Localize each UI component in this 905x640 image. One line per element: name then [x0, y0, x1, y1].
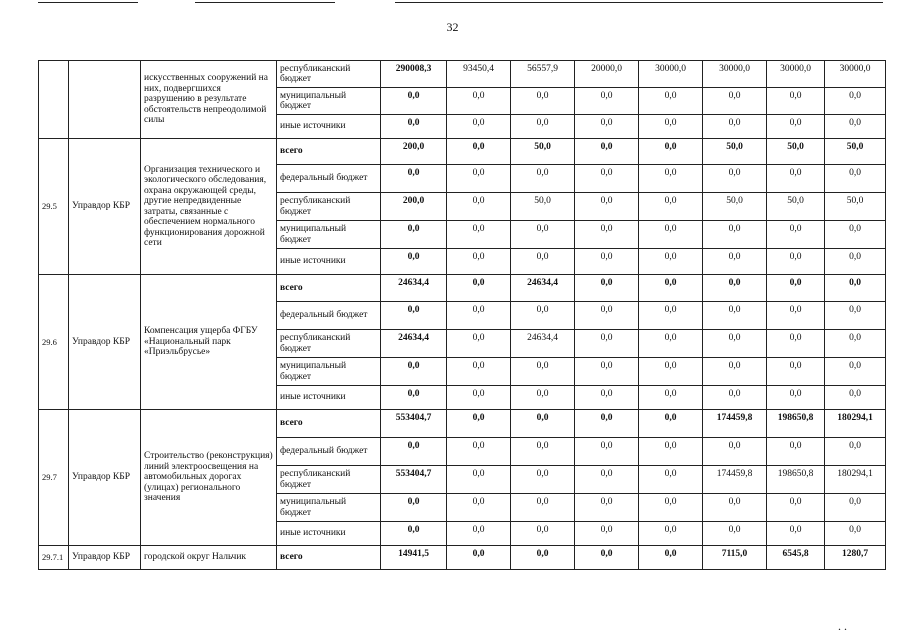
value-cell: 0,0 — [703, 115, 767, 139]
value-cell: 0,0 — [575, 249, 639, 275]
value-cell: 0,0 — [511, 88, 575, 115]
value-cell: 0,0 — [575, 330, 639, 358]
row-number: 29.6 — [39, 275, 69, 410]
value-cell: 0,0 — [447, 139, 511, 165]
value-cell: 0,0 — [703, 438, 767, 466]
table-row — [39, 410, 886, 438]
value-cell: 0,0 — [447, 88, 511, 115]
source-cell: муниципальный бюджет — [277, 88, 381, 115]
source-cell: федеральный бюджет — [277, 302, 381, 330]
value-cell: 0,0 — [703, 249, 767, 275]
value-cell: 93450,4 — [447, 61, 511, 88]
value-cell: 50,0 — [825, 193, 886, 221]
value-cell: 0,0 — [511, 522, 575, 546]
value-cell: 0,0 — [575, 115, 639, 139]
value-cell: 0,0 — [381, 438, 447, 466]
value-cell: 6545,8 — [767, 546, 825, 570]
executor-cell: Управдор КБР — [69, 139, 141, 275]
value-cell: 0,0 — [703, 275, 767, 302]
value-cell: 200,0 — [381, 139, 447, 165]
value-cell: 0,0 — [575, 88, 639, 115]
source-cell: республиканский бюджет — [277, 330, 381, 358]
description-cell: Компенсация ущерба ФГБУ «Национальный парк «Приэльбрусье» — [141, 275, 277, 410]
value-cell: 0,0 — [639, 221, 703, 249]
value-cell: 0,0 — [447, 193, 511, 221]
page-number: 32 — [446, 20, 459, 34]
value-cell: 0,0 — [381, 221, 447, 249]
value-cell: 0,0 — [767, 386, 825, 410]
value-cell: 553404,7 — [381, 466, 447, 494]
source-cell: муниципальный бюджет — [277, 358, 381, 386]
value-cell: 0,0 — [825, 358, 886, 386]
description-cell: Организация технического и экологического обследования, охрана окружающей среды, другие непредвиденные затраты, связанные с обеспечением нормального функционирования дорожной сети — [141, 139, 277, 275]
value-cell: 0,0 — [639, 494, 703, 522]
source-cell: республиканский бюджет — [277, 193, 381, 221]
executor-cell: Управдор КБР — [69, 275, 141, 410]
value-cell: 0,0 — [381, 88, 447, 115]
value-cell: 0,0 — [703, 522, 767, 546]
value-cell: 0,0 — [511, 410, 575, 438]
value-cell: 0,0 — [703, 302, 767, 330]
table-row — [39, 139, 886, 165]
value-cell: 50,0 — [703, 193, 767, 221]
source-cell: федеральный бюджет — [277, 165, 381, 193]
value-cell: 20000,0 — [575, 61, 639, 88]
value-cell: 0,0 — [639, 139, 703, 165]
value-cell: 30000,0 — [703, 61, 767, 88]
value-cell: 0,0 — [639, 438, 703, 466]
value-cell: 24634,4 — [381, 275, 447, 302]
value-cell: 0,0 — [447, 302, 511, 330]
value-cell: 0,0 — [447, 466, 511, 494]
value-cell: 0,0 — [703, 494, 767, 522]
value-cell: 198650,8 — [767, 466, 825, 494]
value-cell: 0,0 — [639, 165, 703, 193]
value-cell: 180294,1 — [825, 466, 886, 494]
value-cell: 0,0 — [767, 302, 825, 330]
value-cell: 0,0 — [639, 249, 703, 275]
value-cell: 0,0 — [575, 386, 639, 410]
source-cell: иные источники — [277, 522, 381, 546]
value-cell: 0,0 — [639, 302, 703, 330]
value-cell: 0,0 — [447, 249, 511, 275]
table-row — [39, 546, 886, 570]
value-cell: 200,0 — [381, 193, 447, 221]
table-row — [39, 275, 886, 302]
value-cell: 30000,0 — [767, 61, 825, 88]
value-cell: 0,0 — [511, 115, 575, 139]
value-cell: 0,0 — [703, 358, 767, 386]
source-cell: всего — [277, 410, 381, 438]
value-cell: 0,0 — [447, 165, 511, 193]
value-cell: 0,0 — [825, 438, 886, 466]
value-cell: 50,0 — [703, 139, 767, 165]
value-cell: 0,0 — [767, 438, 825, 466]
value-cell: 0,0 — [447, 386, 511, 410]
source-cell: муниципальный бюджет — [277, 494, 381, 522]
value-cell: 0,0 — [575, 302, 639, 330]
value-cell: 0,0 — [639, 546, 703, 570]
value-cell: 0,0 — [767, 358, 825, 386]
value-cell: 0,0 — [575, 522, 639, 546]
description-cell: искусственных сооружений на них, подвергшихся разрушению в результате обстоятельств непреодолимой силы — [141, 61, 277, 139]
source-cell: республиканский бюджет — [277, 61, 381, 88]
value-cell: 0,0 — [639, 466, 703, 494]
source-cell: иные источники — [277, 386, 381, 410]
value-cell: 24634,4 — [511, 275, 575, 302]
row-number: 29.7.1 — [39, 546, 69, 570]
value-cell: 553404,7 — [381, 410, 447, 438]
value-cell: 0,0 — [447, 494, 511, 522]
value-cell: 0,0 — [381, 494, 447, 522]
value-cell: 0,0 — [511, 546, 575, 570]
value-cell: 24634,4 — [511, 330, 575, 358]
value-cell: 0,0 — [639, 410, 703, 438]
value-cell: 0,0 — [447, 358, 511, 386]
value-cell: 180294,1 — [825, 410, 886, 438]
value-cell: 0,0 — [511, 466, 575, 494]
value-cell: 0,0 — [703, 88, 767, 115]
value-cell: 0,0 — [447, 115, 511, 139]
value-cell: 50,0 — [767, 139, 825, 165]
row-number: 29.5 — [39, 139, 69, 275]
footer-marks: . . — [838, 619, 847, 633]
value-cell: 0,0 — [639, 193, 703, 221]
value-cell: 0,0 — [447, 275, 511, 302]
source-cell: всего — [277, 546, 381, 570]
value-cell: 290008,3 — [381, 61, 447, 88]
executor-cell — [69, 61, 141, 139]
value-cell: 0,0 — [575, 165, 639, 193]
value-cell: 0,0 — [381, 115, 447, 139]
value-cell: 0,0 — [447, 330, 511, 358]
value-cell: 0,0 — [825, 494, 886, 522]
value-cell: 0,0 — [767, 165, 825, 193]
row-number — [39, 61, 69, 139]
value-cell: 0,0 — [703, 386, 767, 410]
value-cell: 0,0 — [381, 386, 447, 410]
value-cell: 0,0 — [511, 221, 575, 249]
value-cell: 0,0 — [767, 115, 825, 139]
value-cell: 0,0 — [447, 546, 511, 570]
value-cell: 0,0 — [767, 522, 825, 546]
value-cell: 0,0 — [703, 165, 767, 193]
value-cell: 0,0 — [767, 330, 825, 358]
value-cell: 0,0 — [575, 193, 639, 221]
value-cell: 0,0 — [511, 494, 575, 522]
value-cell: 0,0 — [575, 139, 639, 165]
value-cell: 0,0 — [639, 330, 703, 358]
value-cell: 0,0 — [825, 115, 886, 139]
value-cell: 50,0 — [825, 139, 886, 165]
value-cell: 0,0 — [825, 275, 886, 302]
value-cell: 50,0 — [511, 139, 575, 165]
value-cell: 0,0 — [575, 546, 639, 570]
value-cell: 0,0 — [639, 88, 703, 115]
value-cell: 0,0 — [511, 386, 575, 410]
value-cell: 0,0 — [447, 410, 511, 438]
description-cell: городской округ Нальчик — [141, 546, 277, 570]
value-cell: 50,0 — [511, 193, 575, 221]
value-cell: 198650,8 — [767, 410, 825, 438]
value-cell: 0,0 — [511, 302, 575, 330]
value-cell: 0,0 — [511, 358, 575, 386]
source-cell: всего — [277, 275, 381, 302]
value-cell: 0,0 — [825, 165, 886, 193]
value-cell: 174459,8 — [703, 466, 767, 494]
value-cell: 0,0 — [447, 522, 511, 546]
executor-cell: Управдор КБР — [69, 546, 141, 570]
value-cell: 0,0 — [511, 165, 575, 193]
value-cell: 0,0 — [767, 88, 825, 115]
value-cell: 0,0 — [767, 249, 825, 275]
value-cell: 0,0 — [575, 275, 639, 302]
value-cell: 0,0 — [381, 165, 447, 193]
value-cell: 0,0 — [511, 249, 575, 275]
value-cell: 0,0 — [703, 330, 767, 358]
value-cell: 0,0 — [381, 249, 447, 275]
value-cell: 0,0 — [639, 115, 703, 139]
value-cell: 1280,7 — [825, 546, 886, 570]
source-cell: федеральный бюджет — [277, 438, 381, 466]
source-cell: иные источники — [277, 115, 381, 139]
value-cell: 0,0 — [575, 358, 639, 386]
value-cell: 0,0 — [639, 358, 703, 386]
value-cell: 0,0 — [825, 330, 886, 358]
top-rule-right — [395, 2, 883, 3]
row-number: 29.7 — [39, 410, 69, 546]
value-cell: 0,0 — [575, 221, 639, 249]
value-cell: 174459,8 — [703, 410, 767, 438]
value-cell: 14941,5 — [381, 546, 447, 570]
value-cell: 0,0 — [767, 494, 825, 522]
source-cell: республиканский бюджет — [277, 466, 381, 494]
value-cell: 0,0 — [447, 438, 511, 466]
value-cell: 30000,0 — [825, 61, 886, 88]
value-cell: 0,0 — [639, 386, 703, 410]
value-cell: 0,0 — [381, 302, 447, 330]
value-cell: 0,0 — [825, 522, 886, 546]
value-cell: 0,0 — [575, 410, 639, 438]
value-cell: 30000,0 — [639, 61, 703, 88]
top-rule-middle — [195, 2, 335, 3]
value-cell: 0,0 — [767, 221, 825, 249]
value-cell: 0,0 — [381, 522, 447, 546]
executor-cell: Управдор КБР — [69, 410, 141, 546]
value-cell: 0,0 — [639, 522, 703, 546]
value-cell: 24634,4 — [381, 330, 447, 358]
value-cell: 0,0 — [575, 494, 639, 522]
table-row — [39, 61, 886, 88]
value-cell: 0,0 — [767, 275, 825, 302]
source-cell: иные источники — [277, 249, 381, 275]
value-cell: 0,0 — [575, 438, 639, 466]
value-cell: 0,0 — [511, 438, 575, 466]
value-cell: 0,0 — [825, 221, 886, 249]
source-cell: всего — [277, 139, 381, 165]
value-cell: 0,0 — [447, 221, 511, 249]
top-rule-left — [38, 2, 138, 3]
value-cell: 0,0 — [703, 221, 767, 249]
value-cell: 0,0 — [575, 466, 639, 494]
value-cell: 0,0 — [825, 249, 886, 275]
value-cell: 0,0 — [381, 358, 447, 386]
value-cell: 0,0 — [825, 302, 886, 330]
value-cell: 0,0 — [825, 386, 886, 410]
value-cell: 50,0 — [767, 193, 825, 221]
source-cell: муниципальный бюджет — [277, 221, 381, 249]
value-cell: 0,0 — [639, 275, 703, 302]
value-cell: 7115,0 — [703, 546, 767, 570]
budget-table — [38, 60, 886, 570]
description-cell: Строительство (реконструкция) линий электроосвещения на автомобильных дорогах (улицах) регионального значения — [141, 410, 277, 546]
value-cell: 56557,9 — [511, 61, 575, 88]
value-cell: 0,0 — [825, 88, 886, 115]
